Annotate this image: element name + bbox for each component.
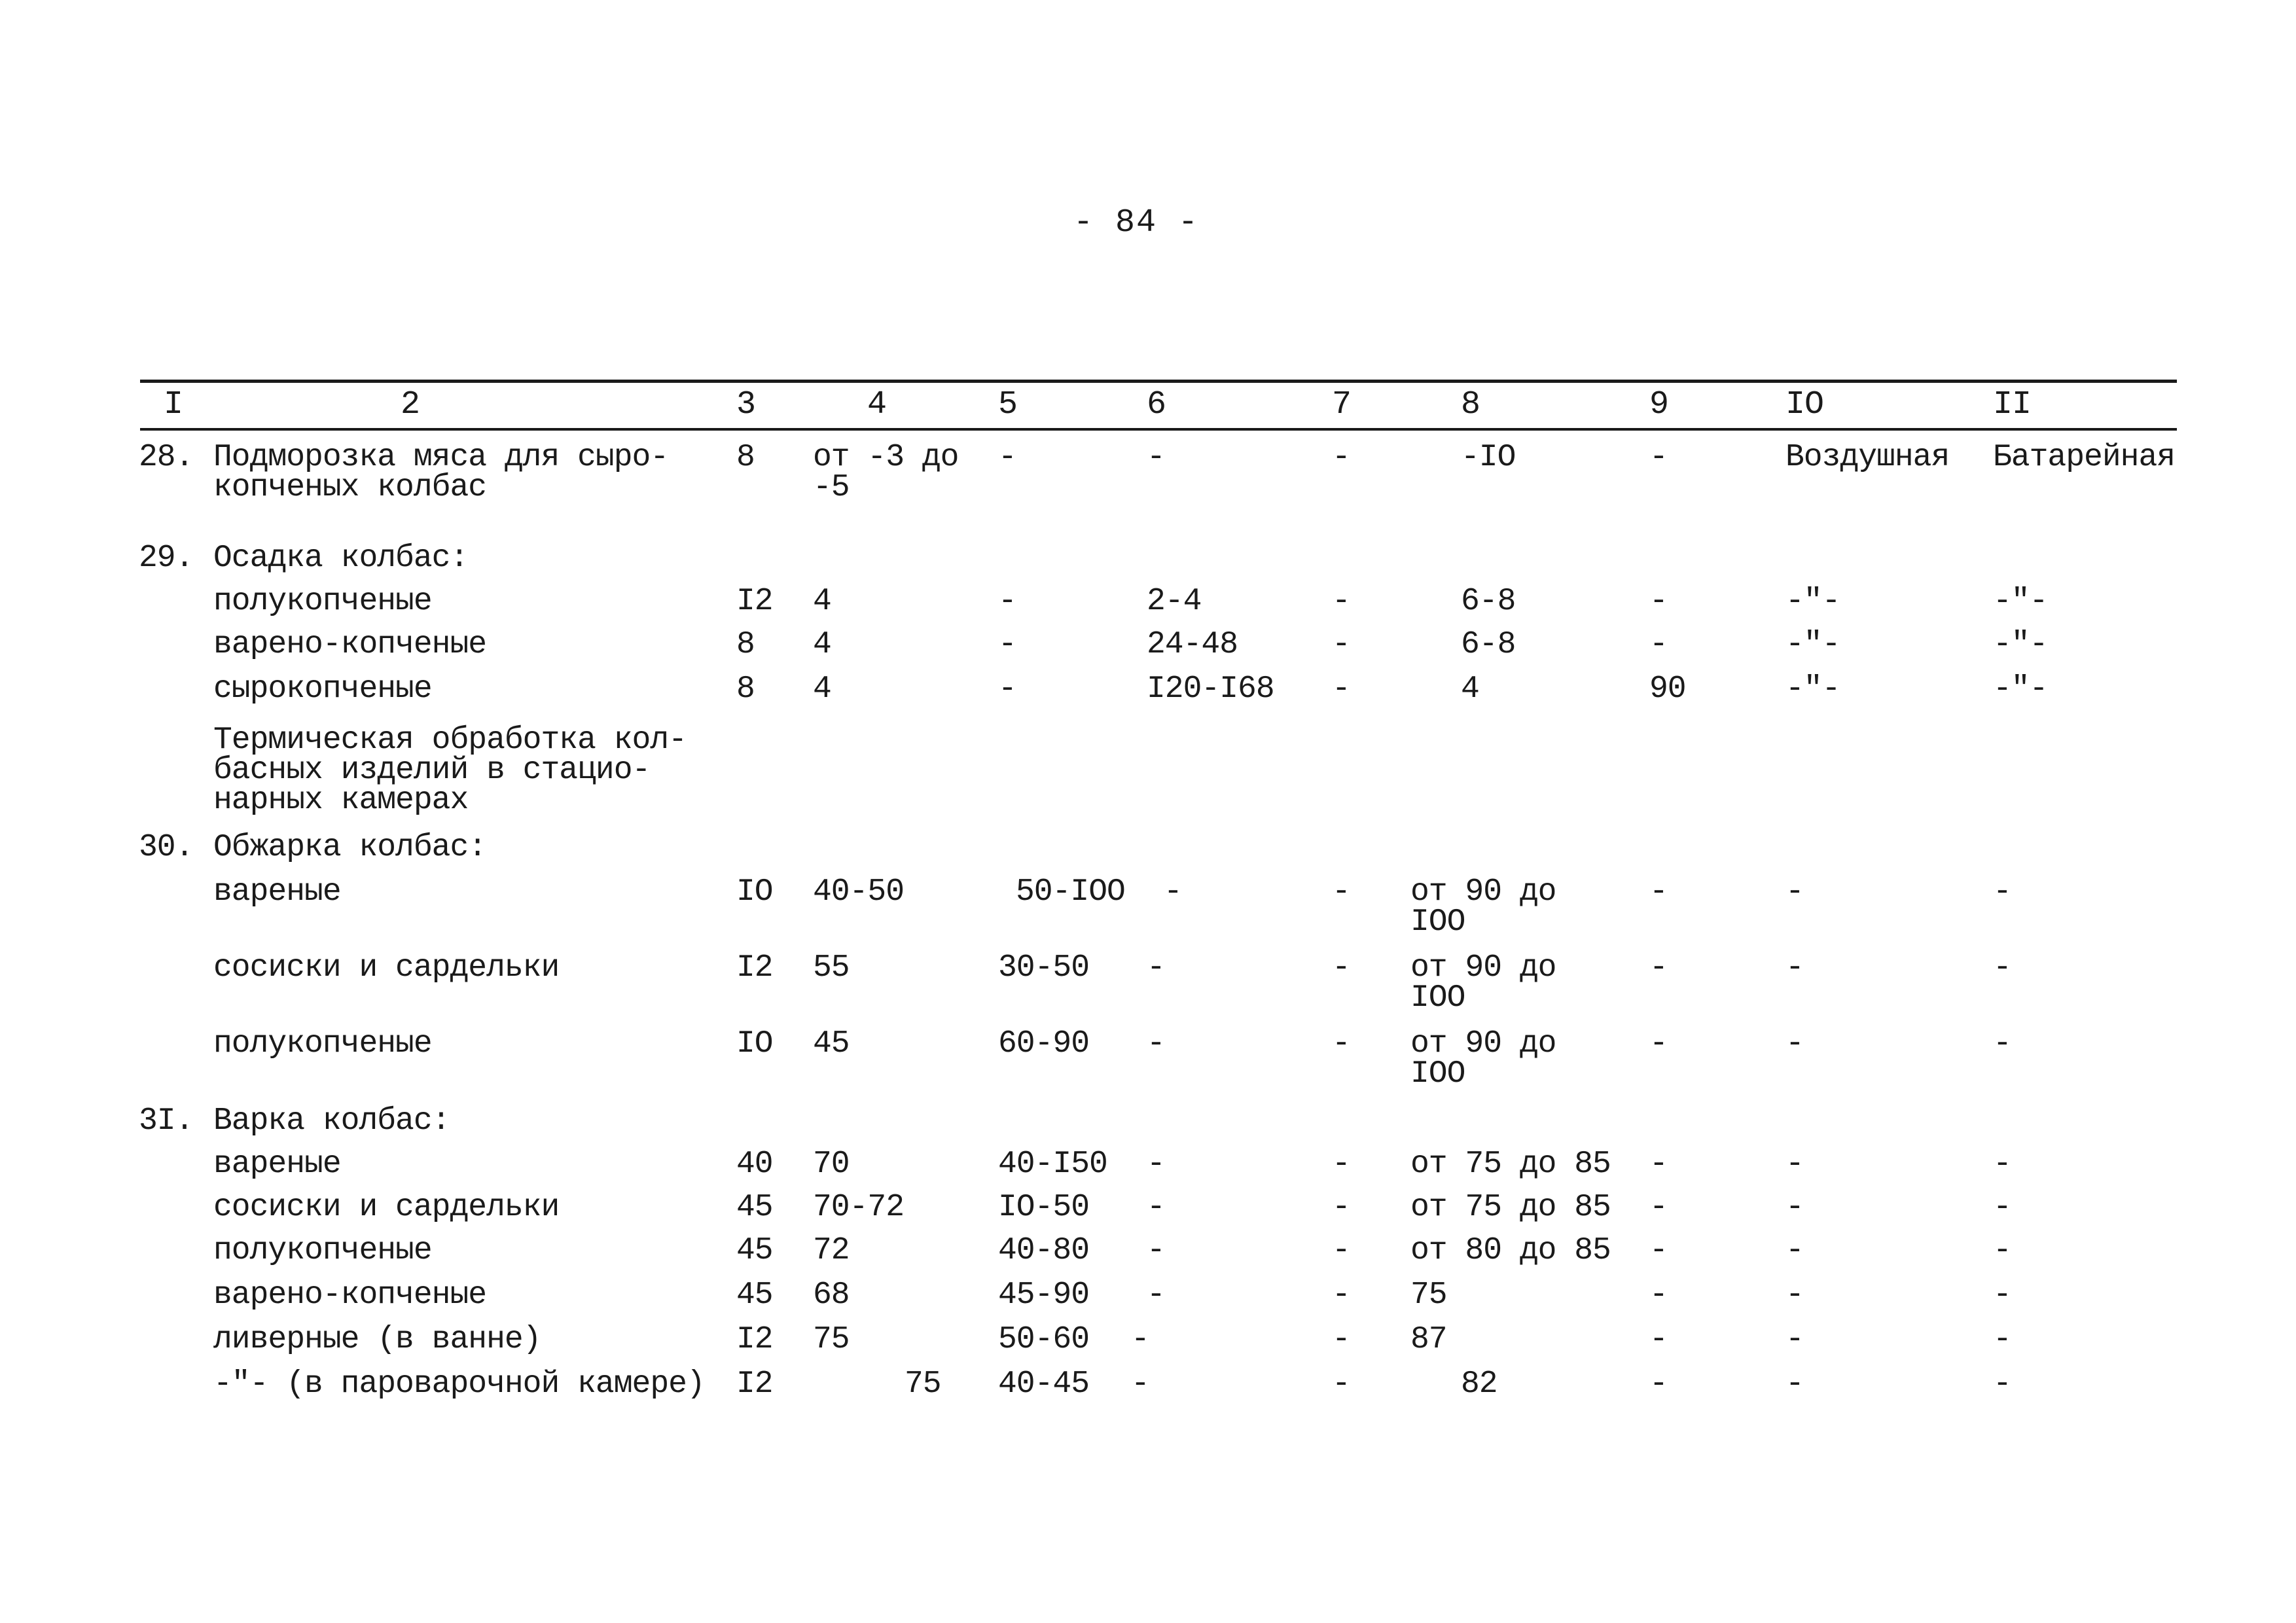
cell-col-5: 50-60 bbox=[998, 1322, 1090, 1357]
header-col-4: 4 bbox=[867, 386, 887, 423]
cell-col-4: 75 bbox=[813, 1322, 850, 1357]
cell-col-6: 24-48 bbox=[1147, 627, 1238, 662]
cell-col-9: - bbox=[1649, 950, 1668, 986]
header-col-8: 8 bbox=[1461, 386, 1480, 423]
page-number: - 84 - bbox=[1073, 204, 1200, 241]
cell-col-8: 82 bbox=[1461, 1366, 1498, 1402]
cell-col-8: 75 bbox=[1410, 1277, 1447, 1313]
cell-col-10: - bbox=[1785, 874, 1804, 910]
cell-col-3: 40 bbox=[736, 1147, 773, 1182]
cell-col-10: Воздушная bbox=[1785, 440, 1950, 475]
header-col-7: 7 bbox=[1332, 386, 1352, 423]
cell-col-7: - bbox=[1332, 1147, 1350, 1182]
cell-col-5: 40-80 bbox=[998, 1233, 1090, 1268]
cell-col-8: -IO bbox=[1461, 440, 1516, 475]
cell-col-4: 75 bbox=[905, 1366, 941, 1402]
row-number: 30. bbox=[139, 830, 194, 865]
cell-col-4: 4 bbox=[813, 627, 831, 662]
cell-col-7: - bbox=[1332, 627, 1350, 662]
cell-col-11: - bbox=[1993, 1233, 2011, 1268]
cell-col-6: - bbox=[1147, 1147, 1165, 1182]
cell-col-10: -"- bbox=[1785, 584, 1840, 619]
cell-col-8: от 75 до 85 bbox=[1410, 1190, 1611, 1225]
cell-col-10: - bbox=[1785, 1147, 1804, 1182]
cell-col-7: - bbox=[1332, 1322, 1350, 1357]
cell-col-11: - bbox=[1993, 874, 2011, 910]
cell-col-11: - bbox=[1993, 1147, 2011, 1182]
cell-col-3: I2 bbox=[736, 1322, 773, 1357]
row-label: вареные bbox=[213, 1147, 341, 1182]
row-label: полукопченые bbox=[213, 584, 432, 619]
cell-col-10: - bbox=[1785, 1366, 1804, 1402]
cell-col-5: 30-50 bbox=[998, 950, 1090, 986]
cell-col-10: - bbox=[1785, 1322, 1804, 1357]
cell-col-8: 6-8 bbox=[1461, 584, 1516, 619]
cell-col-9: - bbox=[1649, 440, 1668, 475]
cell-col-5: 40-45 bbox=[998, 1366, 1090, 1402]
cell-col-4: 72 bbox=[813, 1233, 850, 1268]
cell-col-11: -"- bbox=[1993, 627, 2048, 662]
cell-col-11: - bbox=[1993, 1026, 2011, 1061]
cell-col-4: 4 bbox=[813, 584, 831, 619]
row-label: вареные bbox=[213, 874, 341, 910]
row-label: -"- (в пароварочной камере) bbox=[213, 1366, 705, 1402]
row-label: варено-копченые bbox=[213, 1277, 487, 1313]
cell-col-9: - bbox=[1649, 1026, 1668, 1061]
cell-col-8: от 90 до IOO bbox=[1410, 1026, 1556, 1092]
cell-col-8: от 80 до 85 bbox=[1410, 1233, 1611, 1268]
cell-col-8: от 90 до IOO bbox=[1410, 950, 1556, 1016]
cell-col-8: 4 bbox=[1461, 671, 1479, 707]
cell-col-8: 6-8 bbox=[1461, 627, 1516, 662]
cell-col-9: - bbox=[1649, 1322, 1668, 1357]
cell-col-11: - bbox=[1993, 1277, 2011, 1313]
cell-col-3: I2 bbox=[736, 1366, 773, 1402]
cell-col-4: 45 bbox=[813, 1026, 850, 1061]
cell-col-8: 87 bbox=[1410, 1322, 1447, 1357]
header-col-9: 9 bbox=[1649, 386, 1669, 423]
cell-col-9: - bbox=[1649, 584, 1668, 619]
cell-col-7: - bbox=[1332, 671, 1350, 707]
cell-col-3: 8 bbox=[736, 627, 755, 662]
cell-col-7: - bbox=[1332, 1233, 1350, 1268]
header-col-11: II bbox=[1993, 386, 2032, 423]
cell-col-10: - bbox=[1785, 950, 1804, 986]
cell-col-3: 45 bbox=[736, 1233, 773, 1268]
row-label: полукопченые bbox=[213, 1026, 432, 1061]
cell-col-6: 2-4 bbox=[1147, 584, 1202, 619]
cell-col-5: IO-50 bbox=[998, 1190, 1090, 1225]
cell-col-9: - bbox=[1649, 1147, 1668, 1182]
cell-col-6: - bbox=[1131, 1366, 1149, 1402]
cell-col-4: 70 bbox=[813, 1147, 850, 1182]
cell-col-10: - bbox=[1785, 1233, 1804, 1268]
cell-col-5: - bbox=[998, 584, 1016, 619]
cell-col-6: I20-I68 bbox=[1147, 671, 1274, 707]
cell-col-3: I2 bbox=[736, 950, 773, 986]
cell-col-7: - bbox=[1332, 1190, 1350, 1225]
cell-col-9: - bbox=[1649, 1190, 1668, 1225]
cell-col-6: - bbox=[1147, 440, 1165, 475]
cell-col-4: 70-72 bbox=[813, 1190, 905, 1225]
row-label: полукопченые bbox=[213, 1233, 432, 1268]
row-label: ливерные (в ванне) bbox=[213, 1322, 541, 1357]
header-col-3: 3 bbox=[736, 386, 756, 423]
cell-col-3: IO bbox=[736, 874, 773, 910]
cell-col-10: - bbox=[1785, 1026, 1804, 1061]
cell-col-6: - bbox=[1164, 874, 1182, 910]
cell-col-5: 40-I50 bbox=[998, 1147, 1107, 1182]
table-header-rule bbox=[140, 428, 2177, 431]
cell-col-5: 60-90 bbox=[998, 1026, 1090, 1061]
cell-col-7: - bbox=[1332, 1366, 1350, 1402]
cell-col-11: -"- bbox=[1993, 671, 2048, 707]
row-label: варено-копченые bbox=[213, 627, 487, 662]
row-number: 3I. bbox=[139, 1103, 194, 1139]
cell-col-9: - bbox=[1649, 1233, 1668, 1268]
cell-col-11: Батарейная bbox=[1993, 440, 2176, 475]
cell-col-9: 90 bbox=[1649, 671, 1686, 707]
row-label: Подморозка мяса для сыро- копченых колбас bbox=[213, 440, 669, 505]
cell-col-11: - bbox=[1993, 1190, 2011, 1225]
table-top-rule bbox=[140, 380, 2177, 383]
cell-col-8: от 75 до 85 bbox=[1410, 1147, 1611, 1182]
cell-col-3: 45 bbox=[736, 1277, 773, 1313]
cell-col-10: -"- bbox=[1785, 671, 1840, 707]
cell-col-4: от -3 до -5 bbox=[813, 440, 959, 505]
header-col-2: 2 bbox=[401, 386, 420, 423]
cell-col-9: - bbox=[1649, 1277, 1668, 1313]
header-col-1: I bbox=[164, 386, 183, 423]
header-col-10: IO bbox=[1785, 386, 1824, 423]
header-col-6: 6 bbox=[1147, 386, 1166, 423]
cell-col-5: - bbox=[998, 671, 1016, 707]
cell-col-11: - bbox=[1993, 950, 2011, 986]
cell-col-11: - bbox=[1993, 1366, 2011, 1402]
cell-col-6: - bbox=[1147, 950, 1165, 986]
row-label: Осадка колбас: bbox=[213, 541, 469, 576]
cell-col-9: - bbox=[1649, 1366, 1668, 1402]
cell-col-3: 8 bbox=[736, 440, 755, 475]
row-label: Обжарка колбас: bbox=[213, 830, 487, 865]
row-label: сосиски и сардельки bbox=[213, 1190, 560, 1225]
row-label: Варка колбас: bbox=[213, 1103, 450, 1139]
cell-col-11: - bbox=[1993, 1322, 2011, 1357]
cell-col-6: - bbox=[1147, 1277, 1165, 1313]
cell-col-6: - bbox=[1147, 1190, 1165, 1225]
cell-col-5: - bbox=[998, 627, 1016, 662]
row-label: сосиски и сардельки bbox=[213, 950, 560, 986]
cell-col-7: - bbox=[1332, 874, 1350, 910]
cell-col-7: - bbox=[1332, 1277, 1350, 1313]
row-label: сырокопченые bbox=[213, 671, 432, 707]
cell-col-4: 4 bbox=[813, 671, 831, 707]
cell-col-7: - bbox=[1332, 1026, 1350, 1061]
cell-col-11: -"- bbox=[1993, 584, 2048, 619]
cell-col-10: - bbox=[1785, 1190, 1804, 1225]
cell-col-8: от 90 до IOO bbox=[1410, 874, 1556, 940]
cell-col-5: 45-90 bbox=[998, 1277, 1090, 1313]
cell-col-4: 68 bbox=[813, 1277, 850, 1313]
row-number: 29. bbox=[139, 541, 194, 576]
cell-col-3: I2 bbox=[736, 584, 773, 619]
cell-col-7: - bbox=[1332, 440, 1350, 475]
cell-col-5: - bbox=[998, 440, 1016, 475]
cell-col-3: 8 bbox=[736, 671, 755, 707]
cell-col-6: - bbox=[1131, 1322, 1149, 1357]
cell-col-9: - bbox=[1649, 627, 1668, 662]
cell-col-7: - bbox=[1332, 950, 1350, 986]
cell-col-3: IO bbox=[736, 1026, 773, 1061]
cell-col-9: - bbox=[1649, 874, 1668, 910]
cell-col-10: -"- bbox=[1785, 627, 1840, 662]
cell-col-5: 50-IOO bbox=[1016, 874, 1125, 910]
cell-col-3: 45 bbox=[736, 1190, 773, 1225]
cell-col-4: 55 bbox=[813, 950, 850, 986]
cell-col-6: - bbox=[1147, 1233, 1165, 1268]
row-number: 28. bbox=[139, 440, 194, 475]
cell-col-10: - bbox=[1785, 1277, 1804, 1313]
cell-col-7: - bbox=[1332, 584, 1350, 619]
header-col-5: 5 bbox=[998, 386, 1018, 423]
row-label: Термическая обработка кол- басных изделий в стацио- нарных камерах bbox=[213, 722, 687, 818]
cell-col-6: - bbox=[1147, 1026, 1165, 1061]
cell-col-4: 40-50 bbox=[813, 874, 905, 910]
